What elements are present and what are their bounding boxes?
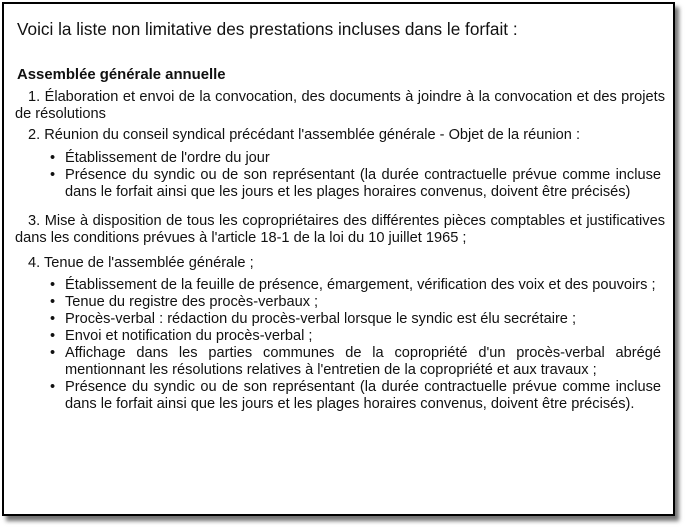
page-title: Voici la liste non limitative des prestations incluses dans le forfait : bbox=[17, 19, 518, 39]
bullet-item: • Présence du syndic ou de son représentant (la durée contractuelle prévue comme incluse dans le forfait ainsi que les jours et les plages horaires convenus, doivent être précisés). bbox=[15, 379, 665, 413]
bullet-item: • Tenue du registre des procès-verbaux ; bbox=[15, 294, 665, 311]
list-item-3: 3. Mise à disposition de tous les copropriétaires des différentes pièces comptables et justificatives dans les conditions prévues à l'article 18-1 de la loi du 10 juillet 1965 ; bbox=[15, 213, 665, 246]
bullet-item: • Envoi et notification du procès-verbal ; bbox=[15, 328, 665, 345]
bullet-item: • Établissement de la feuille de présence, émargement, vérification des voix et des pouvoirs ; bbox=[15, 277, 665, 294]
bullet-item: • Procès-verbal : rédaction du procès-verbal lorsque le syndic est élu secrétaire ; bbox=[15, 311, 665, 328]
bullet-item: • Présence du syndic ou de son représentant (la durée contractuelle prévue comme incluse dans le forfait ainsi que les jours et les plages horaires convenus, doivent être précisés) bbox=[15, 167, 665, 201]
list-item-1: 1. Élaboration et envoi de la convocation, des documents à joindre à la convocation et des projets de résolutions bbox=[15, 89, 665, 122]
list-item-4: 4. Tenue de l'assemblée générale ; bbox=[28, 255, 254, 271]
item2-bullet-list bbox=[15, 150, 665, 201]
list-item-2: 2. Réunion du conseil syndical précédant l'assemblée générale - Objet de la réunion : bbox=[28, 127, 581, 143]
document-content bbox=[15, 18, 665, 413]
bullet-item: • Affichage dans les parties communes de la copropriété d'un procès-verbal abrégé mentionnant les résolutions relatives à l'entretien de la copropriété et aux travaux ; bbox=[15, 345, 665, 379]
document-frame bbox=[2, 2, 675, 516]
section-heading: Assemblée générale annuelle bbox=[17, 67, 226, 83]
item4-bullet-list bbox=[15, 277, 665, 413]
bullet-item: • Établissement de l'ordre du jour bbox=[15, 150, 665, 167]
